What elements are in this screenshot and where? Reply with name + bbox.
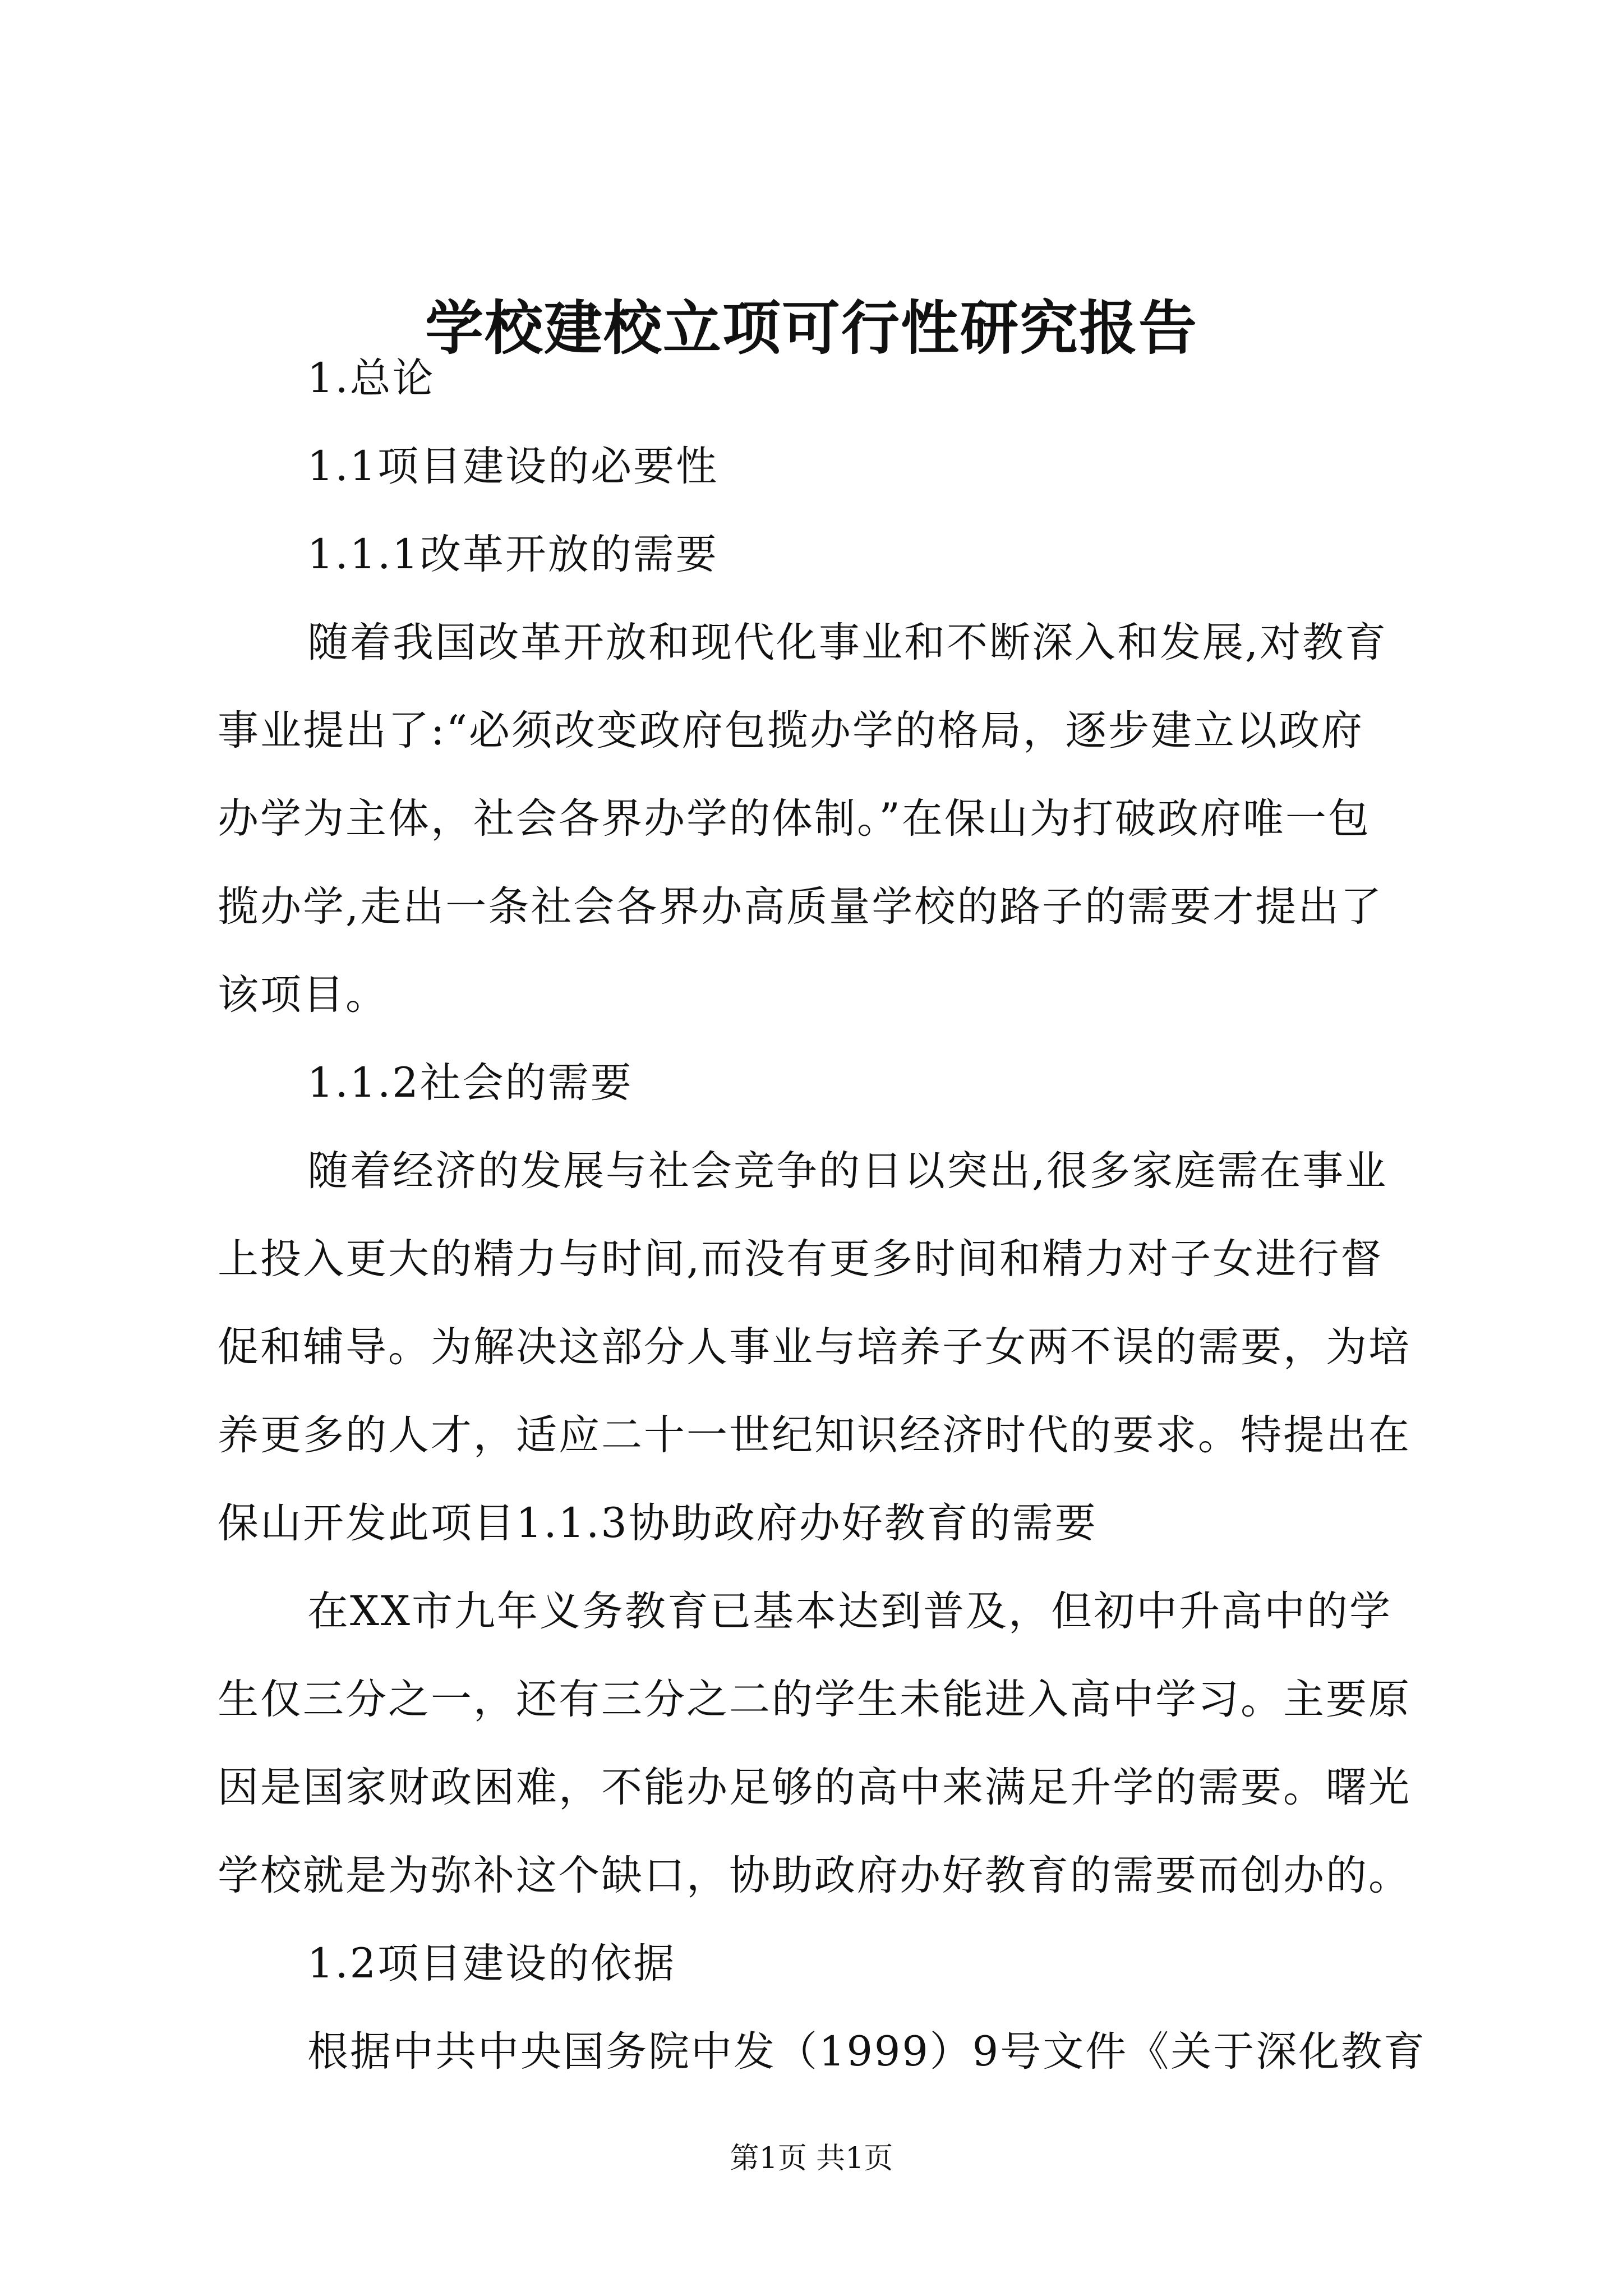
- document-title: 学校建校立项可行性研究报告: [425, 293, 1198, 362]
- section-heading: 1.1项目建设的必要性: [307, 443, 719, 490]
- paragraph-line: 生仅三分之一，还有三分之二的学生未能进入高中学习。主要原: [218, 1676, 1411, 1723]
- page-footer: 第1页 共1页: [730, 2142, 893, 2175]
- paragraph-line: 上投入更大的精力与时间,而没有更多时间和精力对子女进行督: [218, 1235, 1384, 1283]
- section-heading: 1.1.2社会的需要: [307, 1059, 633, 1107]
- section-heading: 1.1.1改革开放的需要: [307, 531, 718, 578]
- paragraph-line: 促和辅导。为解决这部分人事业与培养子女两不误的需要，为培: [218, 1323, 1411, 1371]
- section-heading: 1.2项目建设的依据: [307, 1940, 676, 1987]
- paragraph-line: 保山开发此项目1.1.3协助政府办好教育的需要: [218, 1499, 1098, 1547]
- paragraph-line: 根据中共中央国务院中发（1999）9号文件《关于深化教育: [307, 2028, 1427, 2076]
- paragraph-line: 在XX市九年义务教育已基本达到普及，但初中升高中的学: [307, 1588, 1392, 1635]
- paragraph-line: 事业提出了:“必须改变政府包揽办学的格局，逐步建立以政府: [218, 707, 1364, 754]
- paragraph-line: 办学为主体，社会各界办学的体制。”在保山为打破政府唯一包: [218, 795, 1371, 843]
- paragraph-line: 随着我国改革开放和现代化事业和不断深入和发展,对教育: [307, 619, 1388, 666]
- paragraph-line: 因是国家财政困难，不能办足够的高中来满足升学的需要。曙光: [218, 1764, 1411, 1811]
- section-heading: 1.总论: [307, 355, 435, 402]
- paragraph-line: 揽办学,走出一条社会各界办高质量学校的路子的需要才提出了: [218, 883, 1384, 931]
- paragraph-line: 该项目。: [218, 971, 388, 1019]
- paragraph-line: 养更多的人才，适应二十一世纪知识经济时代的要求。特提出在: [218, 1411, 1411, 1459]
- document-body: [218, 334, 1440, 2096]
- paragraph-line: 学校就是为弥补这个缺口，协助政府办好教育的需要而创办的。: [218, 1852, 1411, 1899]
- paragraph-line: 随着经济的发展与社会竞争的日以突出,很多家庭需在事业: [307, 1147, 1388, 1195]
